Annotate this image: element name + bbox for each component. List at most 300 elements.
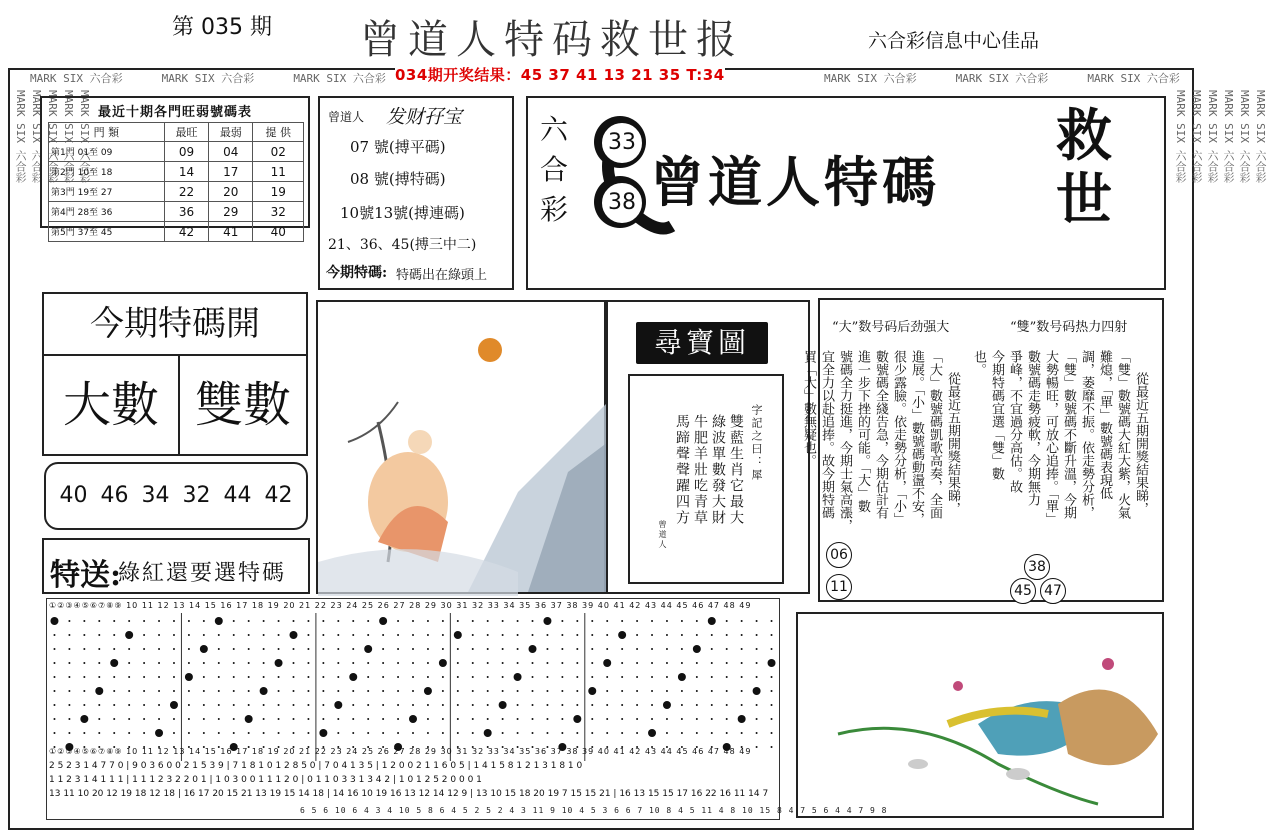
scholar-art [318, 302, 608, 596]
grid-dot [546, 690, 548, 692]
zeng-tips-panel [318, 96, 514, 290]
give-cell: 32 [253, 202, 304, 222]
grid-dot [367, 690, 369, 692]
grid-dot [651, 662, 653, 664]
grid-dot [218, 732, 220, 734]
grid-dot [397, 634, 399, 636]
zeng-label: 曾道人 [328, 110, 365, 124]
grid-dot [457, 718, 459, 720]
grid-dot [621, 718, 623, 720]
grid-dot [621, 662, 623, 664]
grid-dot [68, 634, 70, 636]
side-char: 世 [1056, 167, 1112, 233]
special-heading: 今期特碼開 [44, 294, 306, 356]
analysis-column: 進展。「小」數號碼動盪不安， [909, 350, 924, 526]
analysis-column: 從最近五期開獎結果睇， [945, 372, 960, 515]
grid-dot [248, 620, 250, 622]
grid-dot [292, 718, 294, 720]
grid-dot [576, 704, 578, 706]
grid-dot [546, 662, 548, 664]
give-cell: 11 [253, 162, 304, 182]
grid-dot [756, 732, 758, 734]
grid-dot [397, 648, 399, 650]
grid-dot [663, 701, 671, 709]
max-cell: 42 [164, 222, 208, 242]
analysis-column: 「雙」數號碼不斷升溫，今期 [1061, 350, 1076, 519]
grid-dot [606, 732, 608, 734]
grid-dot [756, 648, 758, 650]
grid-dot [532, 718, 534, 720]
grid-dot [487, 662, 489, 664]
strength-table-panel [40, 96, 310, 239]
analysis-column: 宜全力以赴追捧。故今期特碼 [819, 350, 834, 519]
grid-dot [233, 718, 235, 720]
watermark: MARK SIX 六合彩 [62, 90, 75, 183]
grid-dot [233, 704, 235, 706]
grid-dot [756, 634, 758, 636]
grid-dot [741, 620, 743, 622]
grid-dot [188, 634, 190, 636]
grid-dot [427, 732, 429, 734]
grid-dot [636, 648, 638, 650]
grid-dot [263, 718, 265, 720]
issue-number: 第 035 期 [172, 15, 272, 40]
grid-dot [529, 645, 537, 653]
grid-dot [188, 690, 190, 692]
grid-dot [502, 634, 504, 636]
grid-dot [472, 634, 474, 636]
grid-dot [307, 634, 309, 636]
grid-dot [621, 620, 623, 622]
grid-dot [771, 704, 773, 706]
grid-dot [158, 718, 160, 720]
grid-dot [53, 732, 55, 734]
grid-dot [636, 662, 638, 664]
grid-dot [666, 732, 668, 734]
grid-dot [532, 662, 534, 664]
grid-dot [113, 718, 115, 720]
send-label: 特送: [50, 558, 122, 593]
grid-dot [188, 718, 190, 720]
grid-dot [726, 676, 728, 678]
grid-dot [319, 729, 327, 737]
min-cell: 17 [209, 162, 253, 182]
grid-dot [696, 704, 698, 706]
grid-dot [322, 634, 324, 636]
grid-dot [472, 662, 474, 664]
grid-dot [143, 718, 145, 720]
grid-dot [517, 648, 519, 650]
grid-dot [263, 662, 265, 664]
grid-dot [771, 718, 773, 720]
grid-dot [666, 676, 668, 678]
min-cell: 29 [209, 202, 253, 222]
grid-dot [68, 704, 70, 706]
grid-dot [322, 718, 324, 720]
table-row [49, 202, 304, 222]
table-row [49, 142, 304, 162]
grid-dot [382, 662, 384, 664]
grid-foot-row: 1 1 2 3 1 4 1 1 1 | 1 1 1 2 3 2 2 0 1 | 1 0 3 0 0 1 1 1 2 0 | 0 1 1 0 3 3 1 3 4 2 | 1 0 1 2 5 2 0 0 0 1 [49, 775, 482, 785]
grid-dot [307, 676, 309, 678]
grid-dot [98, 620, 100, 622]
grid-dot [532, 620, 534, 622]
max-cell: 09 [164, 142, 208, 162]
grid-dot [233, 676, 235, 678]
grid-dot [412, 676, 414, 678]
watermark: MARK SIX 六合彩 [1222, 90, 1235, 183]
grid-dot [561, 662, 563, 664]
grid-dot [666, 662, 668, 664]
grid-dot [248, 704, 250, 706]
grid-dot [382, 634, 384, 636]
grid-dot [576, 620, 578, 622]
grid-dot [292, 648, 294, 650]
grid-dot [576, 648, 578, 650]
grid-dot [741, 662, 743, 664]
number-circle: 47 [1040, 578, 1066, 604]
grid-dot [83, 662, 85, 664]
grid-dot [263, 732, 265, 734]
grid-dot [768, 659, 776, 667]
grid-dot [711, 648, 713, 650]
number-circle: 38 [1024, 554, 1050, 580]
grid-dot [651, 704, 653, 706]
strength-table [48, 122, 304, 242]
grid-dot [322, 704, 324, 706]
grid-dot [651, 690, 653, 692]
watermark: MARK SIX 六合彩 [46, 90, 59, 183]
tip-line: 10號13號(搏連碼) [340, 204, 465, 222]
grid-dot [53, 718, 55, 720]
grid-dot [472, 718, 474, 720]
grid-dot [618, 631, 626, 639]
grid-dot [113, 676, 115, 678]
watermark: MARK SIX 六合彩 [1190, 90, 1203, 183]
grid-dot [412, 704, 414, 706]
min-cell: 20 [209, 182, 253, 202]
grid-dots [47, 613, 779, 761]
grid-dot [53, 676, 55, 678]
grid-foot-row: 2 5 2 3 1 4 7 7 0 | 9 0 3 6 0 0 2 1 5 3 9 | 7 1 8 1 0 1 2 8 5 0 | 7 0 4 1 3 5 | 1 2 0 0 2 1 1 6 0 5 | 1 4 1 5 8 1 2 1 3 1 8 1 0 [49, 761, 583, 771]
grid-dot [382, 648, 384, 650]
grid-dot [143, 620, 145, 622]
grid-dot [263, 676, 265, 678]
grid-dot [696, 634, 698, 636]
grid-dot [233, 648, 235, 650]
analysis-column: 買「大」數無疑也。 [801, 350, 816, 467]
liuhe-vertical [540, 110, 570, 230]
grid-dot [606, 676, 608, 678]
grid-dot [487, 620, 489, 622]
grid-dot [561, 634, 563, 636]
poem-intro: 字記之曰：犀 [750, 404, 763, 482]
grid-header-bottom: ①②③④⑤⑥⑦⑧⑨ 10 11 12 13 14 15 16 17 18 19 20 21 22 23 24 25 26 27 28 29 30 31 32 33 34 35 36 37 38 39 40 41 42 43 44 45 46 47 48 49 [49, 747, 752, 756]
grid-dot [83, 732, 85, 734]
grid-dot [352, 662, 354, 664]
grid-dot [352, 704, 354, 706]
grid-dot [457, 690, 459, 692]
grid-dot [741, 648, 743, 650]
door-cell: 第5門 37至 45 [49, 222, 165, 242]
watermark: MARK SIX 六合彩 [1238, 90, 1251, 183]
grid-dot [83, 690, 85, 692]
grid-dot [517, 662, 519, 664]
grid-dot [561, 648, 563, 650]
grid-dot [487, 634, 489, 636]
grid-dot [364, 645, 372, 653]
grid-dot [499, 701, 507, 709]
grid-dot [83, 704, 85, 706]
grid-dot [158, 648, 160, 650]
grid-dot [651, 718, 653, 720]
grid-dot [80, 715, 88, 723]
grid-dot [546, 704, 548, 706]
grid-dot [367, 732, 369, 734]
grid-dot [128, 662, 130, 664]
grid-dot [636, 634, 638, 636]
grid-dot [98, 704, 100, 706]
grid-dot [245, 715, 253, 723]
grid-dot [143, 662, 145, 664]
grid-dot [98, 634, 100, 636]
grid-dot [591, 676, 593, 678]
give-cell: 40 [253, 222, 304, 242]
grid-dot [83, 676, 85, 678]
grid-dot [457, 732, 459, 734]
grid-dot [218, 662, 220, 664]
grid-dot [307, 690, 309, 692]
grid-dot [424, 687, 432, 695]
analysis-column: 也。 [971, 350, 986, 376]
grid-dot [472, 732, 474, 734]
grid-dot [442, 620, 444, 622]
analysis-column: 數號碼走勢疲軟，今期無力 [1025, 350, 1040, 506]
grid-dot [322, 620, 324, 622]
analysis-column: 「大」數號碼凱歌高奏，全面 [927, 350, 942, 519]
grid-dot [442, 690, 444, 692]
watermark: MARK SIX 六合彩 [1087, 72, 1180, 85]
grid-dot [248, 690, 250, 692]
grid-dot [128, 648, 130, 650]
grid-dot [442, 718, 444, 720]
grid-dot [83, 648, 85, 650]
grid-dot [397, 662, 399, 664]
grid-dot [352, 718, 354, 720]
grid-dot [711, 634, 713, 636]
grid-dot [711, 732, 713, 734]
grid-dot [666, 620, 668, 622]
grid-dot [756, 718, 758, 720]
grid-dot [741, 732, 743, 734]
grid-dot [233, 662, 235, 664]
grid-dot [263, 620, 265, 622]
grid-dot [53, 634, 55, 636]
grid-dot [576, 634, 578, 636]
grid-dot [307, 648, 309, 650]
analysis-heading-big: “大”数号码后劲强大 [832, 320, 950, 335]
ball-38: 38 [599, 180, 645, 226]
send-text: 綠紅還要選特碼 [118, 561, 287, 586]
grid-dot [125, 631, 133, 639]
grid-dot [382, 718, 384, 720]
grid-dot [203, 704, 205, 706]
masthead-subtitle: 六合彩信息中心佳品 [868, 30, 1040, 52]
side-char: 救 [1056, 103, 1112, 169]
grid-dot [397, 732, 399, 734]
grid-dot [561, 718, 563, 720]
grid-dot [648, 729, 656, 737]
grid-dot [233, 620, 235, 622]
grid-dot [502, 690, 504, 692]
grid-dot [322, 690, 324, 692]
grid-dot [771, 620, 773, 622]
grid-dot [68, 718, 70, 720]
grid-dot [188, 732, 190, 734]
grid-dot [68, 662, 70, 664]
grid-dot [696, 690, 698, 692]
grid-dot [307, 718, 309, 720]
col-header: 最旺 [164, 123, 208, 142]
grid-dot [741, 690, 743, 692]
grid-dot [233, 732, 235, 734]
grid-dot [379, 617, 387, 625]
grid-dot [278, 620, 280, 622]
poem-line: 雙藍生肖它最大 [728, 414, 744, 526]
grid-dot [337, 634, 339, 636]
grid-dot [334, 701, 342, 709]
grid-dot [442, 732, 444, 734]
grid-dot [693, 645, 701, 653]
grid-dot [170, 701, 178, 709]
grid-dot [666, 634, 668, 636]
grid-dot [307, 732, 309, 734]
grid-dot [367, 620, 369, 622]
grid-dot [278, 634, 280, 636]
grid-dot [517, 690, 519, 692]
masthead-title: 曾道人特码救世报 [360, 17, 744, 63]
grid-dot [546, 648, 548, 650]
analysis-column: 難熄，「單」數號碼表現低 [1097, 350, 1112, 500]
grid-dot [696, 676, 698, 678]
grid-dot [173, 732, 175, 734]
grid-dot [573, 715, 581, 723]
grid-dot [83, 634, 85, 636]
watermark: MARK SIX 六合彩 [30, 72, 123, 85]
grid-dot [173, 690, 175, 692]
grid-dot [741, 634, 743, 636]
analysis-column: 爭峰，不宜過分高估。故 [1007, 350, 1022, 493]
poem-line: 牛肥羊壯吃青草 [692, 414, 708, 526]
col-header: 最弱 [209, 123, 253, 142]
poem-line: 馬蹄聲聲躍四方 [674, 414, 690, 526]
grid-dot [113, 732, 115, 734]
grid-dot [591, 732, 593, 734]
grid-dot [68, 676, 70, 678]
grid-dot [561, 620, 563, 622]
grid-dot [263, 704, 265, 706]
grid-dot [726, 634, 728, 636]
grid-dot [275, 659, 283, 667]
grid-dot [621, 648, 623, 650]
grid-dot [726, 704, 728, 706]
door-cell: 第3門 19至 27 [49, 182, 165, 202]
grid-dot [203, 676, 205, 678]
grid-dot [711, 690, 713, 692]
grid-header: ①②③④⑤⑥⑦⑧⑨ 10 11 12 13 14 15 16 17 18 19 20 21 22 23 24 25 26 27 28 29 30 31 32 33 34 35 36 37 38 39 40 41 42 43 44 45 46 47 48 49 [49, 601, 752, 610]
grid-dot [636, 690, 638, 692]
banner-title: 曾道人特碼 [650, 150, 940, 214]
grid-dot [532, 676, 534, 678]
grid-dot [337, 690, 339, 692]
grid-dot [606, 634, 608, 636]
grid-dot [487, 704, 489, 706]
grid-dot [203, 662, 205, 664]
grid-dot [412, 690, 414, 692]
grid-dot [397, 704, 399, 706]
grid-dot [681, 648, 683, 650]
grid-dot [322, 676, 324, 678]
grid-dot [636, 620, 638, 622]
grid-dot [322, 648, 324, 650]
grid-dot [681, 620, 683, 622]
grid-dot [576, 690, 578, 692]
grid-dot [173, 662, 175, 664]
grid-dot [203, 718, 205, 720]
grid-dot [382, 690, 384, 692]
grid-dot [352, 648, 354, 650]
grid-dot [143, 732, 145, 734]
grid-dot [546, 718, 548, 720]
grid-dot [307, 704, 309, 706]
watermark: MARK SIX 六合彩 [293, 72, 386, 85]
grid-dot [681, 662, 683, 664]
grid-dot [188, 704, 190, 706]
grid-dot [741, 704, 743, 706]
grid-dot [726, 662, 728, 664]
grid-dot [292, 690, 294, 692]
table-row [49, 162, 304, 182]
grid-dot [397, 620, 399, 622]
analysis-column: 「雙」數號碼大紅大紫，火氣 [1115, 350, 1130, 519]
grid-dot [248, 634, 250, 636]
grid-dot [397, 718, 399, 720]
grid-dot [337, 662, 339, 664]
grid-dot [218, 718, 220, 720]
grid-dot [98, 648, 100, 650]
grid-dot [173, 676, 175, 678]
number-circle: 06 [826, 542, 852, 568]
grid-dot [158, 676, 160, 678]
grid-dot [307, 620, 309, 622]
grid-dot [110, 659, 118, 667]
max-cell: 22 [164, 182, 208, 202]
grid-dot [289, 631, 297, 639]
grid-dot [233, 634, 235, 636]
grid-dot [382, 676, 384, 678]
grid-dot [681, 634, 683, 636]
grid-dot [502, 620, 504, 622]
grid-dot [352, 732, 354, 734]
grid-dot [681, 732, 683, 734]
grid-dot [726, 620, 728, 622]
grid-dot [502, 718, 504, 720]
grid-dot [681, 690, 683, 692]
grid-dot [352, 634, 354, 636]
grid-dot [427, 620, 429, 622]
grid-dot [53, 704, 55, 706]
table-row [49, 222, 304, 242]
